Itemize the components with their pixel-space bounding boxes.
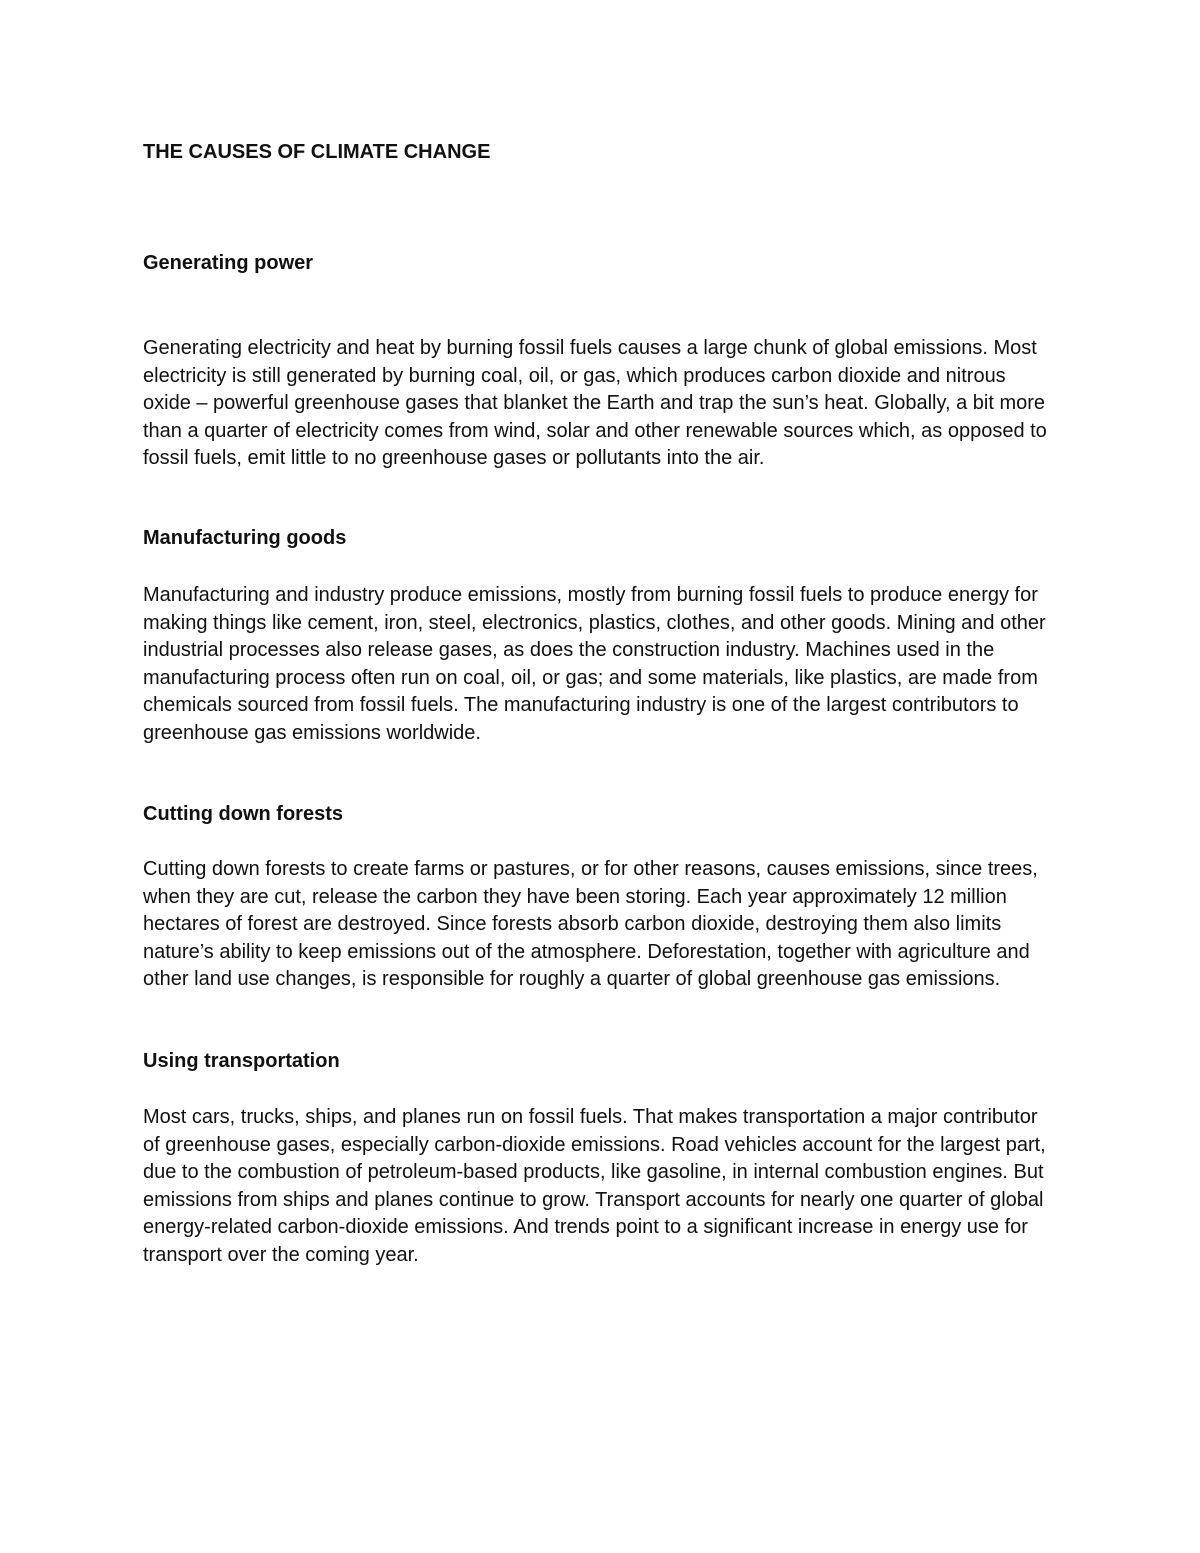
section-body-using-transportation: Most cars, trucks, ships, and planes run on fossil fuels. That makes transportation a major contributor of greenhouse gases, especially carbon-dioxide emissions. Road vehicles account for the largest part, due to the combustion of petroleum-based products, like gasoline, in internal combustion engines. But emissions from ships and planes continue to grow. Transport accounts for nearly one quarter of global energy-related carbon-dioxide emissions. And trends point to a significant increase in energy use for transport over the coming year. bbox=[143, 1106, 1046, 1266]
section-heading-manufacturing-goods: Manufacturing goods bbox=[143, 527, 347, 549]
section-body-generating-power: Generating electricity and heat by burning fossil fuels causes a large chunk of global emissions. Most electricity is still generated by burning coal, oil, or gas, which produces carbon dioxide and nitrous oxide – powerful greenhouse gases that blanket the Earth and trap the sun’s heat. Globally, a bit more than a quarter of electricity comes from wind, solar and other renewable sources which, as opposed to fossil fuels, emit little to no greenhouse gases or pollutants into the air. bbox=[143, 337, 1047, 470]
section-body-cutting-down-forests: Cutting down forests to create farms or pastures, or for other reasons, causes emissions, since trees, when they are cut, release the carbon they have been storing. Each year approximately 12 million hectares of forest are destroyed. Since forests absorb carbon dioxide, destroying them also limits nature’s ability to keep emissions out of the atmosphere. Deforestation, together with agriculture and other land use changes, is responsible for roughly a quarter of global greenhouse gas emissions. bbox=[143, 858, 1038, 991]
section-heading-using-transportation: Using transportation bbox=[143, 1050, 340, 1072]
document-title: THE CAUSES OF CLIMATE CHANGE bbox=[143, 141, 491, 163]
section-body-manufacturing-goods: Manufacturing and industry produce emissions, mostly from burning fossil fuels to produce energy for making things like cement, iron, steel, electronics, plastics, clothes, and other goods. Mining and other industrial processes also release gases, as does the construction industry. Machines used in the manufacturing process often run on coal, oil, or gas; and some materials, like plastics, are made from chemicals sourced from fossil fuels. The manufacturing industry is one of the largest contributors to greenhouse gas emissions worldwide. bbox=[143, 584, 1046, 744]
section-heading-generating-power: Generating power bbox=[143, 252, 314, 274]
section-heading-cutting-down-forests: Cutting down forests bbox=[143, 803, 343, 825]
